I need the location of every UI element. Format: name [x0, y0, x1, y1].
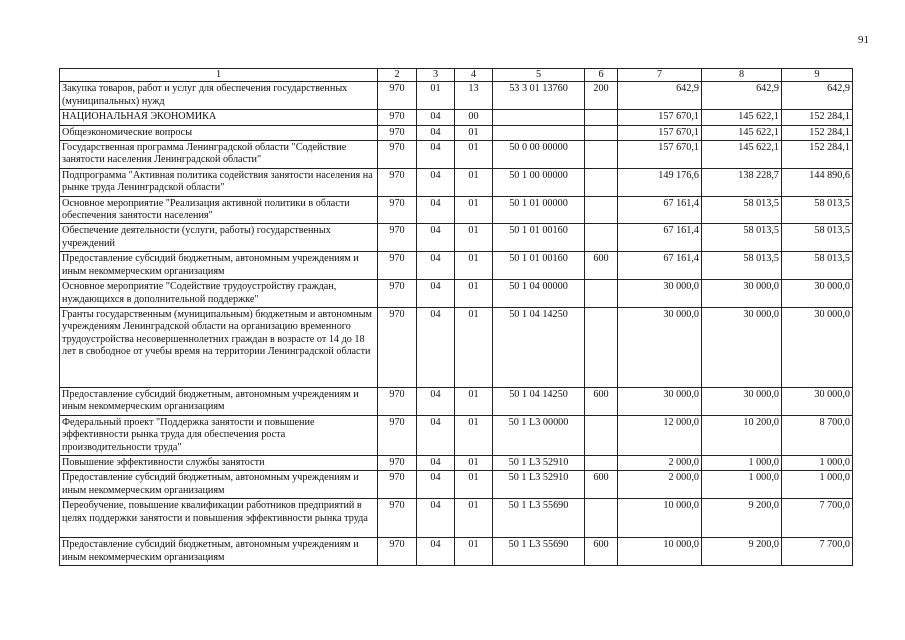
row-section: 04 — [417, 499, 455, 538]
row-value-col9: 1 000,0 — [782, 455, 853, 470]
row-code: 970 — [378, 141, 417, 169]
row-expense-type — [585, 499, 618, 538]
row-section: 04 — [417, 280, 455, 308]
row-value-col8: 58 013,5 — [702, 196, 782, 224]
row-name: Гранты государственным (муниципальным) бюджетным и автономным учреждениям Ленинградской области на организацию временного трудоустройства несовершеннолетних граждан в возрасте от 14 до 18 лет в свободное от учебы время на территории Ленинградской области — [60, 307, 378, 387]
row-value-col7: 157 670,1 — [618, 141, 702, 169]
col-header-8: 8 — [702, 69, 782, 82]
table-row — [60, 141, 853, 169]
col-header-9: 9 — [782, 69, 853, 82]
table-row — [60, 538, 853, 566]
row-target-code: 50 0 00 00000 — [493, 141, 585, 169]
row-subsection: 01 — [455, 125, 493, 140]
row-subsection: 13 — [455, 82, 493, 110]
row-section: 04 — [417, 387, 455, 415]
row-expense-type — [585, 141, 618, 169]
row-code: 970 — [378, 110, 417, 125]
table-row — [60, 224, 853, 252]
row-value-col9: 642,9 — [782, 82, 853, 110]
table-row — [60, 415, 853, 455]
row-subsection: 01 — [455, 455, 493, 470]
row-code: 970 — [378, 455, 417, 470]
row-value-col8: 9 200,0 — [702, 499, 782, 538]
table-row — [60, 387, 853, 415]
row-target-code: 50 1 L3 00000 — [493, 415, 585, 455]
table-row — [60, 280, 853, 308]
page-number: 91 — [858, 34, 869, 46]
row-code: 970 — [378, 499, 417, 538]
row-value-col7: 12 000,0 — [618, 415, 702, 455]
row-value-col7: 2 000,0 — [618, 471, 702, 499]
budget-table — [59, 68, 853, 566]
row-section: 04 — [417, 224, 455, 252]
row-code: 970 — [378, 280, 417, 308]
row-value-col7: 67 161,4 — [618, 252, 702, 280]
row-value-col9: 30 000,0 — [782, 387, 853, 415]
table-row — [60, 499, 853, 538]
row-section: 01 — [417, 82, 455, 110]
row-name: Предоставление субсидий бюджетным, автономным учреждениям и иным некоммерческим организациям — [60, 387, 378, 415]
row-value-col7: 157 670,1 — [618, 110, 702, 125]
row-subsection: 01 — [455, 252, 493, 280]
row-section: 04 — [417, 168, 455, 196]
row-target-code — [493, 110, 585, 125]
row-expense-type: 600 — [585, 471, 618, 499]
table-row — [60, 471, 853, 499]
table-row — [60, 252, 853, 280]
row-subsection: 01 — [455, 280, 493, 308]
row-value-col7: 67 161,4 — [618, 224, 702, 252]
row-value-col9: 58 013,5 — [782, 252, 853, 280]
row-value-col8: 58 013,5 — [702, 252, 782, 280]
row-section: 04 — [417, 307, 455, 387]
row-subsection: 01 — [455, 499, 493, 538]
row-code: 970 — [378, 471, 417, 499]
row-subsection: 01 — [455, 415, 493, 455]
row-code: 970 — [378, 196, 417, 224]
table-row — [60, 307, 853, 387]
row-target-code: 50 1 04 14250 — [493, 387, 585, 415]
row-target-code: 53 3 01 13760 — [493, 82, 585, 110]
table-row — [60, 196, 853, 224]
row-name: Повышение эффективности службы занятости — [60, 455, 378, 470]
row-value-col8: 1 000,0 — [702, 471, 782, 499]
row-expense-type — [585, 168, 618, 196]
row-target-code: 50 1 L3 55690 — [493, 499, 585, 538]
row-value-col8: 9 200,0 — [702, 538, 782, 566]
row-name: Переобучение, повышение квалификации работников предприятий в целях поддержки занятости и повышения эффективности рынка труда — [60, 499, 378, 538]
row-value-col8: 10 200,0 — [702, 415, 782, 455]
col-header-5: 5 — [493, 69, 585, 82]
col-header-1: 1 — [60, 69, 378, 82]
table-header-row — [60, 69, 853, 82]
row-target-code: 50 1 L3 52910 — [493, 455, 585, 470]
row-value-col9: 144 890,6 — [782, 168, 853, 196]
row-target-code — [493, 125, 585, 140]
row-section: 04 — [417, 196, 455, 224]
row-value-col7: 30 000,0 — [618, 387, 702, 415]
col-header-2: 2 — [378, 69, 417, 82]
row-value-col9: 58 013,5 — [782, 224, 853, 252]
row-section: 04 — [417, 455, 455, 470]
col-header-7: 7 — [618, 69, 702, 82]
row-target-code: 50 1 04 14250 — [493, 307, 585, 387]
row-section: 04 — [417, 252, 455, 280]
row-subsection: 01 — [455, 471, 493, 499]
row-name: Подпрограмма "Активная политика содействия занятости населения на рынке труда Ленинградской области" — [60, 168, 378, 196]
row-value-col7: 149 176,6 — [618, 168, 702, 196]
row-expense-type: 600 — [585, 252, 618, 280]
row-subsection: 01 — [455, 538, 493, 566]
row-name: Основное мероприятие "Содействие трудоустройству граждан, нуждающихся в дополнительной поддержке" — [60, 280, 378, 308]
table-row — [60, 168, 853, 196]
row-target-code: 50 1 00 00000 — [493, 168, 585, 196]
row-code: 970 — [378, 224, 417, 252]
row-code: 970 — [378, 252, 417, 280]
row-name: Федеральный проект "Поддержка занятости и повышение эффективности рынка труда для обеспечения роста производительности труда" — [60, 415, 378, 455]
row-name: НАЦИОНАЛЬНАЯ ЭКОНОМИКА — [60, 110, 378, 125]
row-value-col8: 138 228,7 — [702, 168, 782, 196]
row-value-col8: 30 000,0 — [702, 280, 782, 308]
row-value-col9: 8 700,0 — [782, 415, 853, 455]
row-expense-type — [585, 280, 618, 308]
row-code: 970 — [378, 307, 417, 387]
col-header-6: 6 — [585, 69, 618, 82]
row-value-col7: 30 000,0 — [618, 280, 702, 308]
row-value-col9: 30 000,0 — [782, 280, 853, 308]
row-target-code: 50 1 L3 52910 — [493, 471, 585, 499]
row-value-col9: 152 284,1 — [782, 125, 853, 140]
row-code: 970 — [378, 82, 417, 110]
row-target-code: 50 1 04 00000 — [493, 280, 585, 308]
row-expense-type: 200 — [585, 82, 618, 110]
col-header-4: 4 — [455, 69, 493, 82]
row-value-col9: 30 000,0 — [782, 307, 853, 387]
row-value-col9: 7 700,0 — [782, 499, 853, 538]
row-value-col9: 152 284,1 — [782, 141, 853, 169]
row-value-col7: 10 000,0 — [618, 538, 702, 566]
row-name: Основное мероприятие "Реализация активной политики в области обеспечения занятости населения" — [60, 196, 378, 224]
row-value-col9: 1 000,0 — [782, 471, 853, 499]
col-header-3: 3 — [417, 69, 455, 82]
row-subsection: 00 — [455, 110, 493, 125]
row-value-col8: 30 000,0 — [702, 387, 782, 415]
table-row — [60, 82, 853, 110]
row-value-col8: 145 622,1 — [702, 141, 782, 169]
row-name: Государственная программа Ленинградской области "Содействие занятости населения Ленинградской области" — [60, 141, 378, 169]
row-subsection: 01 — [455, 387, 493, 415]
table-row — [60, 125, 853, 140]
row-expense-type: 600 — [585, 538, 618, 566]
row-section: 04 — [417, 415, 455, 455]
row-expense-type — [585, 415, 618, 455]
row-value-col9: 58 013,5 — [782, 196, 853, 224]
row-value-col9: 152 284,1 — [782, 110, 853, 125]
row-expense-type — [585, 224, 618, 252]
row-subsection: 01 — [455, 307, 493, 387]
row-section: 04 — [417, 125, 455, 140]
row-value-col7: 2 000,0 — [618, 455, 702, 470]
row-target-code: 50 1 01 00000 — [493, 196, 585, 224]
row-name: Предоставление субсидий бюджетным, автономным учреждениям и иным некоммерческим организациям — [60, 538, 378, 566]
row-expense-type: 600 — [585, 387, 618, 415]
row-code: 970 — [378, 168, 417, 196]
row-subsection: 01 — [455, 196, 493, 224]
row-value-col8: 642,9 — [702, 82, 782, 110]
row-value-col9: 7 700,0 — [782, 538, 853, 566]
row-value-col7: 157 670,1 — [618, 125, 702, 140]
row-value-col7: 67 161,4 — [618, 196, 702, 224]
row-name: Предоставление субсидий бюджетным, автономным учреждениям и иным некоммерческим организациям — [60, 252, 378, 280]
table-row — [60, 455, 853, 470]
row-expense-type — [585, 125, 618, 140]
row-section: 04 — [417, 110, 455, 125]
row-expense-type — [585, 110, 618, 125]
row-value-col7: 30 000,0 — [618, 307, 702, 387]
row-name: Обеспечение деятельности (услуги, работы) государственных учреждений — [60, 224, 378, 252]
row-expense-type — [585, 196, 618, 224]
row-name: Предоставление субсидий бюджетным, автономным учреждениям и иным некоммерческим организациям — [60, 471, 378, 499]
table-row — [60, 110, 853, 125]
row-name: Общеэкономические вопросы — [60, 125, 378, 140]
row-target-code: 50 1 01 00160 — [493, 224, 585, 252]
row-value-col8: 58 013,5 — [702, 224, 782, 252]
row-name: Закупка товаров, работ и услуг для обеспечения государственных (муниципальных) нужд — [60, 82, 378, 110]
row-expense-type — [585, 307, 618, 387]
row-target-code: 50 1 01 00160 — [493, 252, 585, 280]
row-section: 04 — [417, 538, 455, 566]
row-section: 04 — [417, 471, 455, 499]
row-code: 970 — [378, 125, 417, 140]
row-value-col8: 30 000,0 — [702, 307, 782, 387]
row-section: 04 — [417, 141, 455, 169]
row-value-col7: 642,9 — [618, 82, 702, 110]
table-body — [60, 82, 853, 566]
row-value-col7: 10 000,0 — [618, 499, 702, 538]
row-code: 970 — [378, 538, 417, 566]
row-subsection: 01 — [455, 224, 493, 252]
row-value-col8: 145 622,1 — [702, 110, 782, 125]
row-expense-type — [585, 455, 618, 470]
row-value-col8: 145 622,1 — [702, 125, 782, 140]
row-code: 970 — [378, 387, 417, 415]
row-subsection: 01 — [455, 168, 493, 196]
row-code: 970 — [378, 415, 417, 455]
row-target-code: 50 1 L3 55690 — [493, 538, 585, 566]
row-subsection: 01 — [455, 141, 493, 169]
row-value-col8: 1 000,0 — [702, 455, 782, 470]
